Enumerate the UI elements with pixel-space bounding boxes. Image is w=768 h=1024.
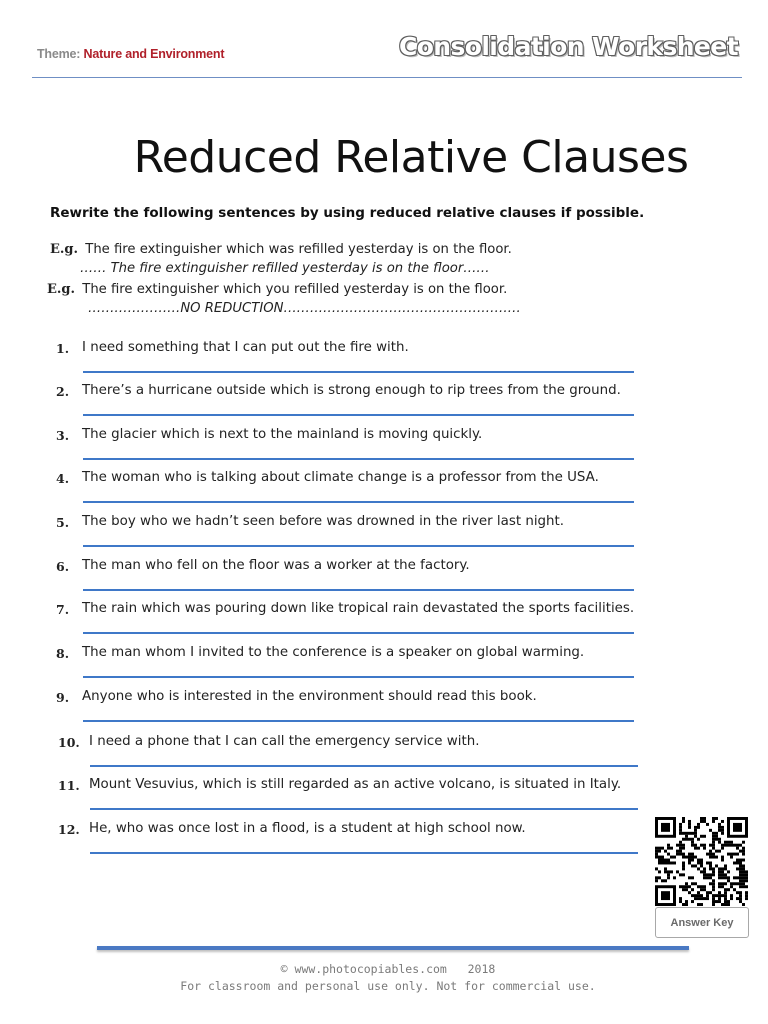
example-text: The fire extinguisher which you refilled yesterday is on the floor. bbox=[82, 282, 508, 297]
worksheet-brand: Consolidation Worksheet bbox=[398, 32, 738, 61]
example-tag: E.g. bbox=[50, 242, 79, 257]
theme-label bbox=[37, 47, 224, 61]
question-text: The man whom I invited to the conference is a speaker on global warming. bbox=[82, 645, 585, 660]
question-number: 3. bbox=[56, 428, 70, 443]
question-number: 6. bbox=[56, 559, 70, 574]
answer-key-button[interactable]: Answer Key bbox=[655, 907, 749, 938]
example-answer-2: …………………NO REDUCTION……………………………………………… bbox=[88, 301, 521, 316]
question-text: There’s a hurricane outside which is strong enough to rip trees from the ground. bbox=[82, 383, 621, 398]
question-number: 10. bbox=[58, 735, 80, 750]
question-text: The rain which was pouring down like tropical rain devastated the sports facilities. bbox=[82, 601, 635, 616]
question-number: 5. bbox=[56, 515, 70, 530]
question-text: Mount Vesuvius, which is still regarded as an active volcano, is situated in Italy. bbox=[89, 777, 622, 792]
question-number: 8. bbox=[56, 646, 70, 661]
question-text: The man who fell on the floor was a worker at the factory. bbox=[82, 558, 470, 573]
answer-line[interactable] bbox=[83, 458, 634, 460]
answer-line[interactable] bbox=[83, 371, 634, 373]
answer-line[interactable] bbox=[83, 676, 634, 678]
answer-line[interactable] bbox=[83, 720, 634, 722]
question-number: 9. bbox=[56, 690, 70, 705]
question-text: The glacier which is next to the mainland is moving quickly. bbox=[82, 427, 483, 442]
theme-prefix: Theme: bbox=[37, 47, 81, 61]
example-sentence-2 bbox=[47, 282, 507, 297]
question-number: 12. bbox=[58, 822, 80, 837]
footer-divider bbox=[97, 946, 689, 950]
example-sentence-1 bbox=[50, 242, 512, 257]
question-text: I need a phone that I can call the emergency service with. bbox=[89, 734, 480, 749]
example-tag: E.g. bbox=[47, 282, 76, 297]
example-answer-1: …… The fire extinguisher refilled yesterday is on the floor…… bbox=[80, 261, 490, 276]
footer-usage: For classroom and personal use only. Not for commercial use. bbox=[180, 979, 596, 993]
header-divider bbox=[32, 77, 742, 78]
answer-line[interactable] bbox=[90, 808, 638, 810]
footer-copyright: © www.photocopiables.com 2018 bbox=[280, 962, 496, 976]
example-text: The fire extinguisher which was refilled yesterday is on the floor. bbox=[85, 242, 512, 257]
question-text: I need something that I can put out the fire with. bbox=[82, 340, 409, 355]
answer-line[interactable] bbox=[90, 765, 638, 767]
answer-line[interactable] bbox=[90, 852, 638, 854]
answer-line[interactable] bbox=[83, 501, 634, 503]
question-number: 2. bbox=[56, 384, 70, 399]
question-text: The woman who is talking about climate change is a professor from the USA. bbox=[82, 470, 599, 485]
page-title: Reduced Relative Clauses bbox=[133, 132, 689, 183]
question-number: 1. bbox=[56, 341, 70, 356]
qr-code-icon[interactable] bbox=[655, 817, 748, 906]
answer-line[interactable] bbox=[83, 632, 634, 634]
answer-line[interactable] bbox=[83, 589, 634, 591]
answer-line[interactable] bbox=[83, 414, 634, 416]
question-number: 11. bbox=[58, 778, 80, 793]
question-text: He, who was once lost in a flood, is a student at high school now. bbox=[89, 821, 526, 836]
question-number: 4. bbox=[56, 471, 70, 486]
question-text: Anyone who is interested in the environment should read this book. bbox=[82, 689, 537, 704]
theme-value: Nature and Environment bbox=[83, 47, 225, 61]
answer-line[interactable] bbox=[83, 545, 634, 547]
question-number: 7. bbox=[56, 602, 70, 617]
question-text: The boy who we hadn’t seen before was drowned in the river last night. bbox=[82, 514, 565, 529]
instruction-text: Rewrite the following sentences by using reduced relative clauses if possible. bbox=[50, 205, 645, 221]
